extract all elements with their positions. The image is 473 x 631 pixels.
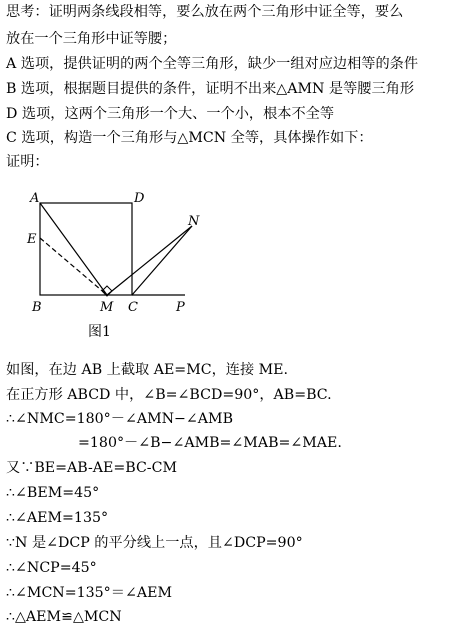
text-line-18: ∴△AEM≌△MCN: [6, 609, 122, 625]
text-line-4: B 选项，根据题目提供的条件，证明不出来△AMN 是等腰三角形: [6, 81, 415, 97]
text-line-5: D 选项，这两个三角形一个大、一个小，根本不全等: [6, 106, 335, 122]
label-b: B: [32, 300, 42, 315]
segment-em-dashed: [40, 238, 107, 295]
text-line-3: A 选项，提供证明的两个全等三角形，缺少一组对应边相等的条件: [6, 56, 419, 72]
segment-cn: [132, 226, 192, 295]
text-line-2: 放在一个三角形中证等腰；: [6, 31, 177, 47]
text-line-14: ∴∠AEM=135°: [6, 510, 109, 526]
label-c: C: [128, 300, 138, 315]
geometry-figure: [20, 185, 220, 350]
text-line-7: 证明：: [6, 154, 49, 170]
text-line-10: ∴∠NMC=180°－∠AMN−∠AMB: [6, 411, 234, 427]
text-line-1: 思考：证明两条线段相等，要么放在两个三角形中证全等，要么: [6, 4, 404, 20]
text-line-15: ∵N 是∠DCP 的平分线上一点，且∠DCP=90°: [6, 535, 303, 551]
label-d: D: [134, 191, 145, 206]
text-line-12: 又∵BE=AB-AE=BC-CM: [6, 460, 177, 476]
segment-am: [40, 203, 107, 295]
label-n: N: [188, 214, 200, 229]
text-line-13: ∴∠BEM=45°: [6, 485, 100, 501]
text-line-16: ∴∠NCP=45°: [6, 560, 97, 576]
label-a: A: [30, 191, 40, 206]
text-line-17: ∴∠MCN=135°＝∠AEM: [6, 585, 172, 601]
segment-mn: [107, 226, 192, 295]
label-e: E: [27, 232, 37, 247]
label-p: P: [176, 300, 185, 315]
figure-caption: 图1: [88, 324, 111, 340]
text-line-9: 在正方形 ABCD 中，∠B=∠BCD=90°，AB=BC.: [6, 387, 332, 403]
text-line-11: =180°－∠B−∠AMB=∠MAB=∠MAE.: [78, 435, 342, 451]
text-line-6: C 选项，构造一个三角形与△MCN 全等，具体操作如下：: [6, 130, 373, 146]
label-m: M: [100, 300, 114, 315]
text-line-8: 如图，在边 AB 上截取 AE=MC，连接 ME.: [6, 362, 289, 378]
geometry-diagram: [20, 185, 220, 350]
